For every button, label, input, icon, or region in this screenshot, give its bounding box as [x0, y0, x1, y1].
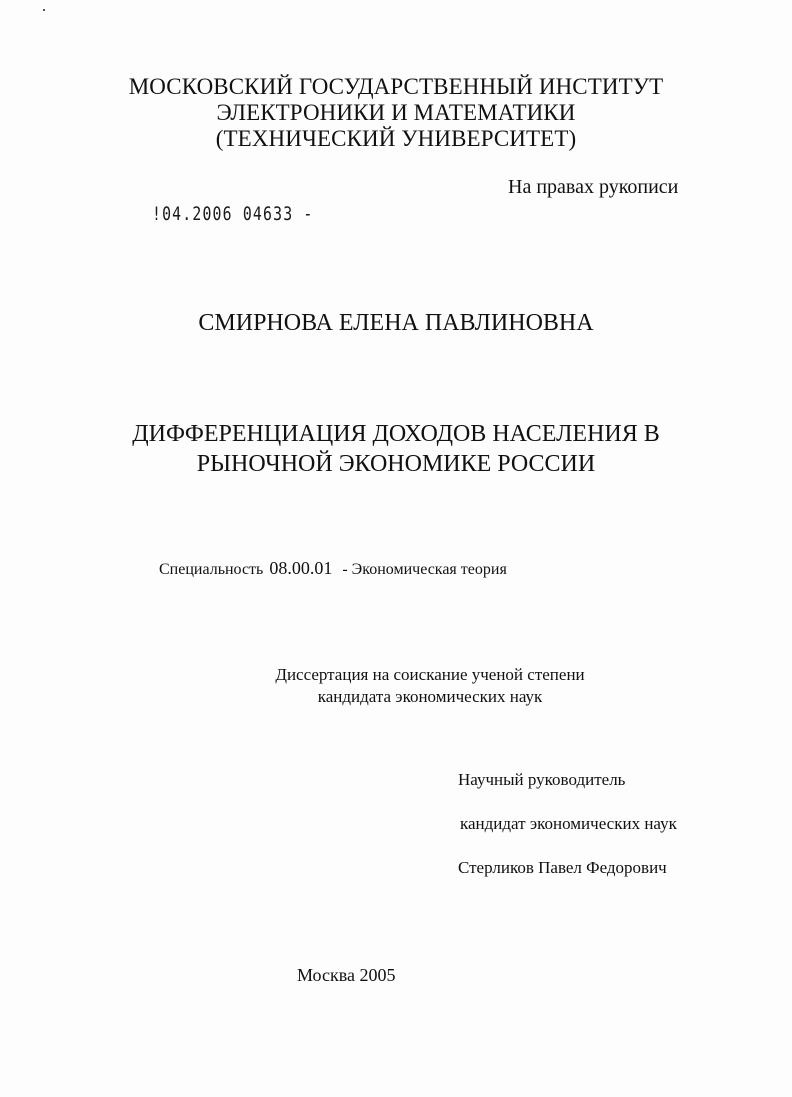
city-year: Москва 2005: [297, 965, 396, 985]
degree-line-1: Диссертация на соискание ученой степени: [275, 665, 585, 684]
author-name: СМИРНОВА ЕЛЕНА ПАВЛИНОВНА: [198, 310, 594, 336]
supervisor-name: Стерликов Павел Федорович: [458, 858, 667, 877]
institution-header: [80, 74, 712, 152]
supervisor-degree: кандидат экономических наук: [460, 814, 677, 833]
degree-statement: [180, 664, 680, 708]
specialty-line: [159, 557, 507, 581]
title-line-2: РЫНОЧНОЙ ЭКОНОМИКЕ РОССИИ: [196, 451, 596, 477]
degree-line-2: кандидата экономических наук: [317, 687, 543, 706]
institution-line-2: ЭЛЕКТРОНИКИ И МАТЕМАТИКИ: [216, 100, 576, 125]
specialty-code: 08.00.01: [269, 558, 333, 578]
supervisor-role: Научный руководитель: [458, 770, 626, 789]
institution-line-1: МОСКОВСКИЙ ГОСУДАРСТВЕННЫЙ ИНСТИТУТ: [128, 74, 664, 99]
rights-note: На правах рукописи: [508, 176, 679, 198]
dissertation-title: [80, 419, 712, 479]
title-line-1: ДИФФЕРЕНЦИАЦИЯ ДОХОДОВ НАСЕЛЕНИЯ В: [132, 421, 660, 447]
institution-line-3: (ТЕХНИЧЕСКИЙ УНИВЕРСИТЕТ): [215, 126, 577, 151]
scan-speck: [43, 9, 45, 11]
registration-stamp: !04.2006 04633 -: [152, 203, 314, 225]
specialty-name: - Экономическая теория: [342, 561, 507, 578]
specialty-label: Специальность: [159, 561, 264, 578]
